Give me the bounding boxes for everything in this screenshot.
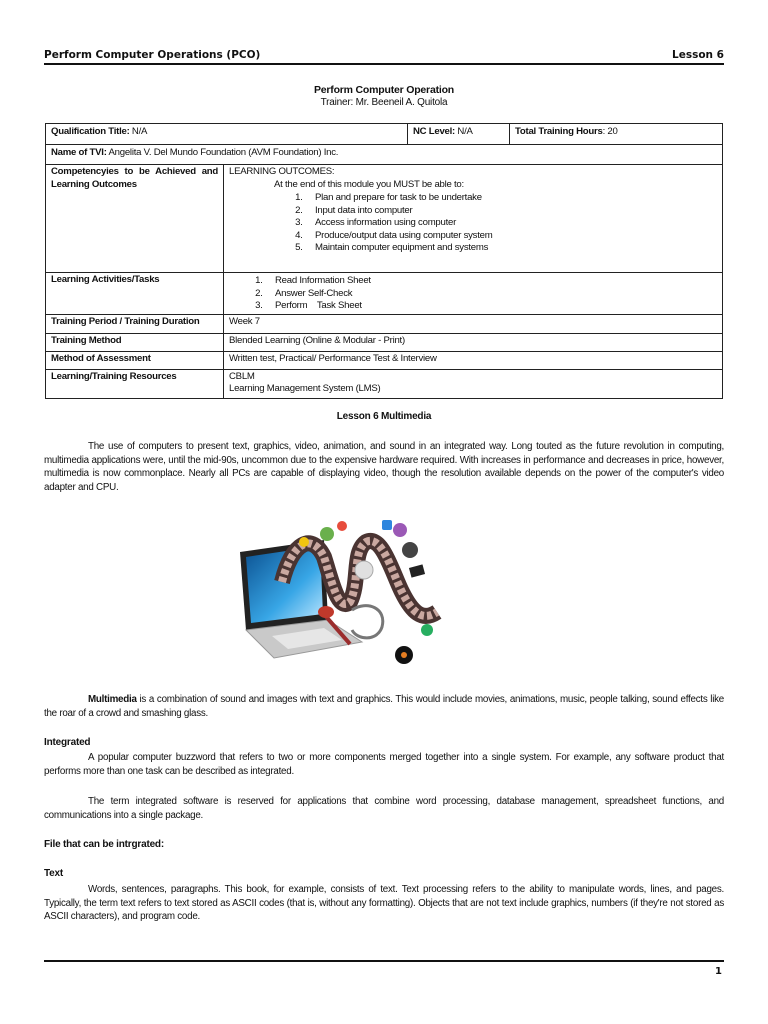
- tvi-label: Name of TVI:: [51, 147, 107, 158]
- activities-label: Learning Activities/Tasks: [46, 273, 224, 315]
- table-row: [46, 333, 723, 351]
- integrated-heading: Integrated: [44, 737, 91, 748]
- list-item: 1. Read Information Sheet: [265, 275, 717, 288]
- multimedia-definition: is a combination of sound and images with text and graphics. This would include movies, animations, music, people talking, sound effects like the roar of a crowd and smashing glass.: [44, 694, 724, 719]
- resource-item: Learning Management System (LMS): [229, 383, 381, 394]
- assessment-value: Written test, Practical/ Performance Test & Interview: [224, 351, 723, 369]
- activities-list: [229, 275, 717, 313]
- outcomes-intro: At the end of this module you MUST be able to:: [274, 178, 464, 190]
- table-row: [46, 124, 723, 145]
- table-row: [46, 273, 723, 315]
- media-bubble-icon: [382, 520, 392, 530]
- period-label: Training Period / Training Duration: [46, 314, 224, 333]
- competencies-label: Competencyies to be Achieved and Learning Outcomes: [46, 165, 224, 273]
- list-item: 5. Maintain computer equipment and systems: [305, 242, 717, 255]
- lesson-title: Lesson 6 Multimedia: [336, 411, 432, 422]
- text-paragraph: Words, sentences, paragraphs. This book, for example, consists of text. Text processing refers to the ability to manipulate words, lines, and pages. Typically, the term text refers to text stored as ASCII codes (that is, without any formatting). Objects that are not text include graphics, numbers (if they're not stored as ASCII characters), and program code.: [44, 884, 724, 923]
- list-item: 2. Answer Self-Check: [265, 288, 717, 301]
- header-lesson: Lesson 6: [672, 49, 724, 61]
- clapperboard-icon: [409, 564, 425, 577]
- list-item: 2. Input data into computer: [305, 205, 717, 218]
- text-heading: Text: [44, 868, 64, 879]
- media-bubble-icon: [337, 521, 347, 531]
- table-row: [46, 165, 723, 273]
- period-value: Week 7: [224, 314, 723, 333]
- list-item: 1. Plan and prepare for task to be undertake: [305, 192, 717, 205]
- outcomes-list: [229, 192, 717, 255]
- disc-icon: [355, 561, 373, 579]
- qualification-value: N/A: [129, 126, 148, 137]
- method-label: Training Method: [46, 333, 224, 351]
- list-item: 4. Produce/output data using computer system: [305, 230, 717, 243]
- media-bubble-icon: [299, 537, 309, 547]
- nc-value: N/A: [455, 126, 473, 137]
- resources-label: Learning/Training Resources: [46, 369, 224, 398]
- headphones-icon: [352, 606, 383, 638]
- outcomes-title: LEARNING OUTCOMES:: [229, 166, 335, 177]
- page-number: 1: [715, 966, 722, 977]
- table-row: [46, 369, 723, 398]
- media-bubble-icon: [393, 523, 407, 537]
- footer-rule: [44, 960, 724, 962]
- multimedia-term: Multimedia: [88, 694, 137, 705]
- nc-label: NC Level:: [413, 126, 455, 137]
- media-bubble-icon: [320, 527, 334, 541]
- module-info-table: [45, 123, 723, 399]
- table-row: [46, 314, 723, 333]
- tvi-value: Angelita V. Del Mundo Foundation (AVM Foundation) Inc.: [106, 147, 339, 158]
- media-bubble-icon: [421, 624, 433, 636]
- page-header: [44, 49, 724, 63]
- qualification-label: Qualification Title:: [51, 126, 130, 137]
- header-title: Perform Computer Operations (PCO): [44, 49, 261, 61]
- list-item: 3. Perform Task Sheet: [265, 300, 717, 313]
- hours-value: : 20: [602, 126, 618, 137]
- method-value: Blended Learning (Online & Modular - Print): [224, 333, 723, 351]
- integrated-paragraph: A popular computer buzzword that refers to two or more components merged together into a single system. For example, any software product that performs more than one task can be described as integrated.: [44, 752, 724, 777]
- resource-item: CBLM: [229, 370, 255, 382]
- hours-label: Total Training Hours: [515, 126, 603, 137]
- multimedia-illustration: [232, 512, 462, 676]
- list-item: 3. Access information using computer: [305, 217, 717, 230]
- header-rule: [44, 63, 724, 65]
- table-row: [46, 351, 723, 369]
- files-heading: File that can be intrgrated:: [44, 839, 164, 850]
- trainer-line: Trainer: Mr. Beeneil A. Quitola: [320, 97, 448, 108]
- film-reel-icon: [402, 542, 418, 558]
- assessment-label: Method of Assessment: [46, 351, 224, 369]
- table-row: [46, 145, 723, 165]
- document-title: Perform Computer Operation: [313, 84, 455, 96]
- integrated-software-paragraph: The term integrated software is reserved for applications that combine word processing, database management, spreadsheet functions, and communications into a single package.: [44, 796, 724, 821]
- intro-paragraph: The use of computers to present text, graphics, video, animation, and sound in an integrated way. Long touted as the future revolution in computing, multimedia applications were, until the mid-90s, uncommon due to the expensive hardware required. With increases in performance and decreases in price, however, multimedia is now commonplace. Nearly all PCs are capable of displaying video, though the resolution available depends on the power of the computer's video adapter and CPU.: [44, 441, 724, 493]
- multimedia-paragraph: [44, 693, 724, 720]
